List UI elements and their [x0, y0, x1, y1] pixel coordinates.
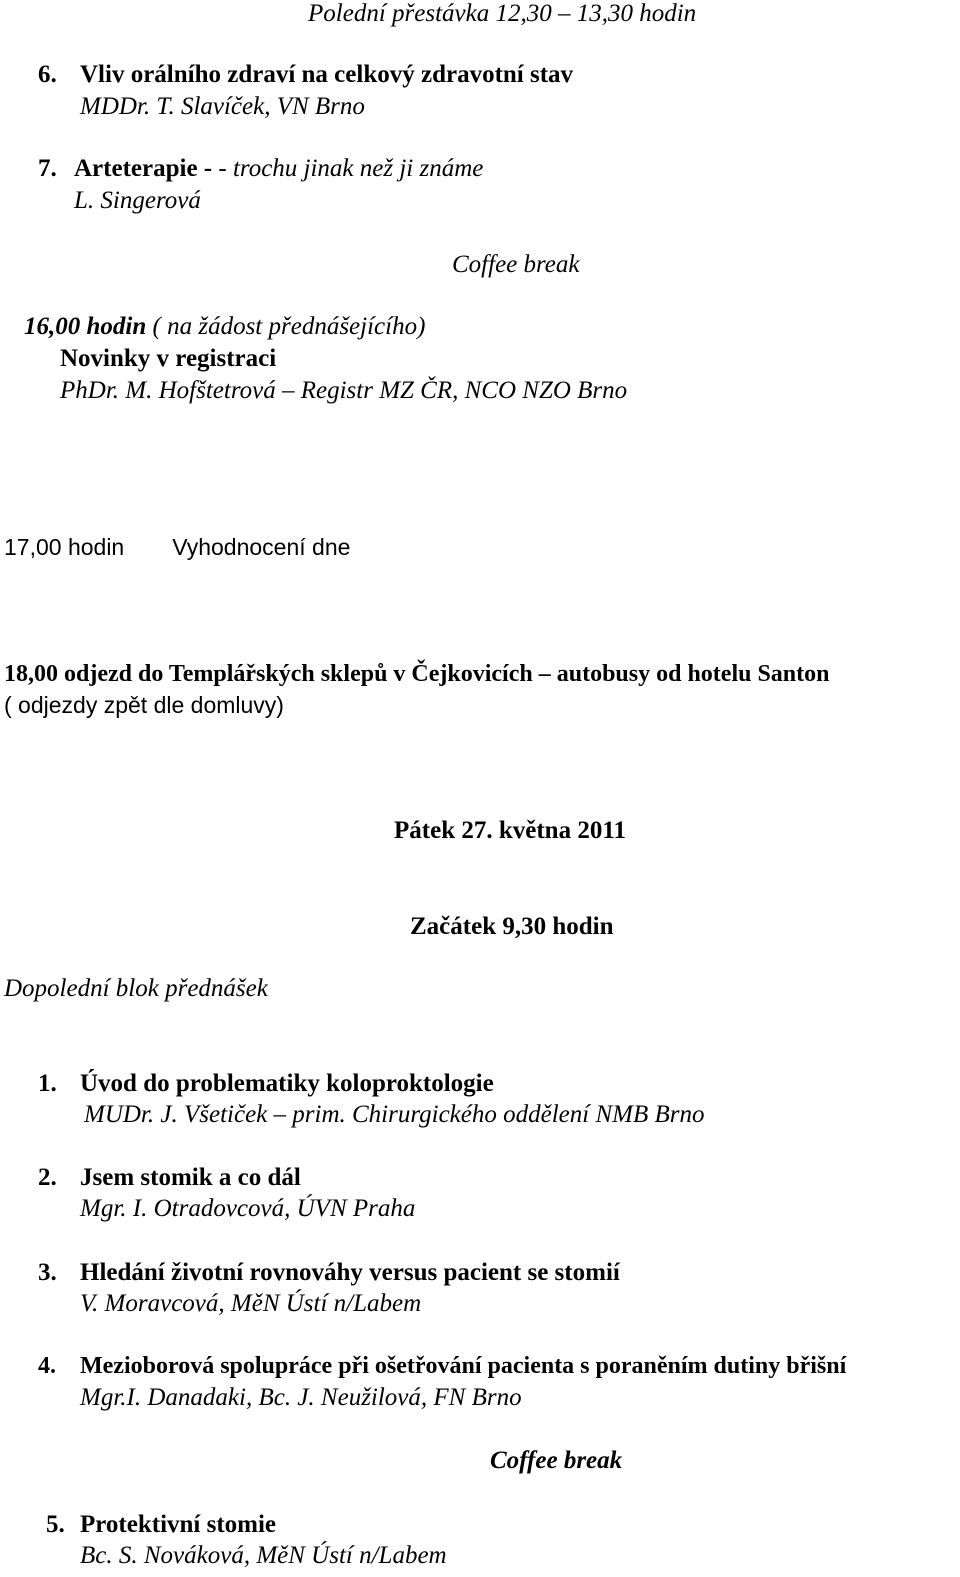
item-subtitle: - trochu jinak než ji známe [212, 155, 484, 182]
item-title: Mezioborová spolupráce při ošetřování pacienta s poraněním dutiny břišní [80, 1353, 847, 1379]
item-number: 5. [46, 1511, 65, 1538]
session-note: ( na žádost přednášejícího) [146, 313, 426, 340]
evening-trip: 18,00 odjezd do Templářských sklepů v Čejkovicích – autobusy od hotelu Santon [4, 661, 830, 687]
item-title: Jsem stomik a co dál [80, 1164, 301, 1191]
item-title: Úvod do problematiky koloproktologie [80, 1070, 494, 1097]
session-speaker: PhDr. M. Hofštetrová – Registr MZ ČR, NCO NZO Brno [60, 377, 628, 404]
session-time: 16,00 hodin [24, 313, 147, 340]
session-text: Vyhodnocení dne [172, 534, 351, 560]
item-number: 6. [38, 61, 57, 88]
program-item-6 [38, 62, 573, 87]
item-title: Protektivní stomie [80, 1511, 277, 1538]
item-title: Hledání životní rovnováhy versus pacient se stomií [80, 1259, 620, 1286]
program-item-5 [46, 1512, 276, 1537]
item-speaker: Mgr. I. Otradovcová, ÚVN Praha [80, 1195, 416, 1222]
item-speaker: MDDr. T. Slavíček, VN Brno [80, 93, 365, 120]
item-number: 4. [38, 1353, 56, 1379]
program-item-2 [38, 1165, 301, 1190]
item-speaker: Mgr.I. Danadaki, Bc. J. Neužilová, FN Brno [80, 1384, 522, 1411]
item-speaker: Bc. S. Nováková, MěN Ústí n/Labem [80, 1542, 447, 1569]
program-item-7: 7. Arteterapie - - trochu jinak než ji známe [38, 155, 484, 182]
program-item-3 [38, 1260, 620, 1285]
start-time: Začátek 9,30 hodin [410, 913, 614, 940]
session-17 [4, 536, 350, 559]
coffee-break: Coffee break [452, 251, 580, 278]
item-speaker: V. Moravcová, MěN Ústí n/Labem [80, 1290, 422, 1317]
item-speaker: MUDr. J. Všetiček – prim. Chirurgického oddělení NMB Brno [84, 1101, 705, 1128]
block-heading: Dopolední blok přednášek [4, 975, 268, 1002]
item-number: 3. [38, 1259, 57, 1286]
session-16 [24, 314, 425, 339]
program-item-4 [38, 1354, 846, 1378]
session-title: Novinky v registraci [60, 345, 277, 372]
item-number: 7. [38, 155, 57, 182]
item-number: 2. [38, 1164, 57, 1191]
program-item-1 [38, 1071, 494, 1096]
session-time: 17,00 hodin [4, 534, 125, 560]
item-title: Arteterapie [74, 155, 198, 182]
item-speaker: L. Singerová [74, 187, 201, 214]
day-heading: Pátek 27. května 2011 [394, 817, 626, 844]
lunch-break: Polední přestávka 12,30 – 13,30 hodin [308, 0, 697, 27]
evening-trip-note: ( odjezdy zpět dle domluvy) [4, 692, 284, 718]
item-number: 1. [38, 1070, 57, 1097]
coffee-break: Coffee break [490, 1447, 623, 1474]
item-title: Vliv orálního zdraví na celkový zdravotní stav [80, 61, 574, 88]
